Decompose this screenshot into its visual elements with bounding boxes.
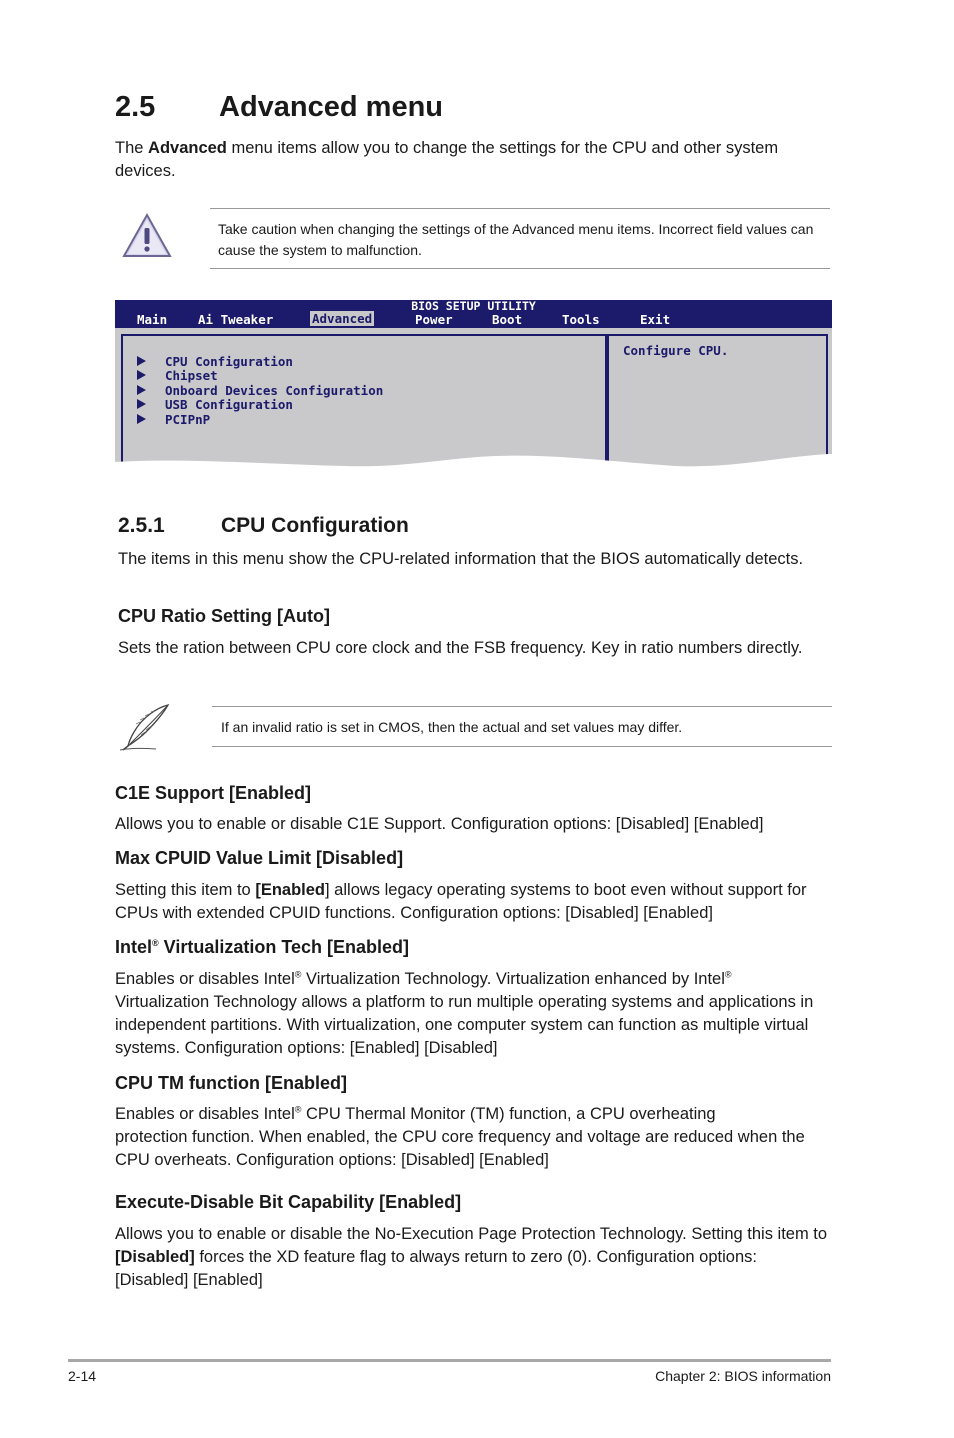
- tm-text-1: Enables or disables Intel: [115, 1105, 295, 1123]
- registered-mark: ®: [294, 1104, 302, 1115]
- intro-text-pre: The: [115, 139, 149, 157]
- bios-menu-exit[interactable]: Exit: [640, 312, 671, 327]
- bios-help-text: Configure CPU.: [623, 343, 729, 358]
- xd-text-pre: Allows you to enable or disable the No-Execution Page Protection Technology. Setting this item to: [115, 1225, 828, 1243]
- registered-mark: ®: [724, 969, 732, 980]
- xd-bold: [Disabled]: [115, 1248, 195, 1266]
- feather-pen-icon: [116, 702, 172, 757]
- tm-text: [115, 1103, 830, 1172]
- page-number: 2-14: [68, 1368, 97, 1384]
- vt-heading: [115, 937, 409, 958]
- bios-item-usb-configuration[interactable]: USB Configuration: [165, 397, 293, 412]
- submenu-arrow-icon: [137, 356, 146, 366]
- cpuid-bold: [Enabled: [255, 881, 326, 899]
- submenu-arrow-icon: [137, 414, 146, 424]
- c1e-text: Allows you to enable or disable C1E Support. Configuration options: [Disabled] [Enabled]: [115, 815, 764, 833]
- note-rule-top: [212, 706, 832, 707]
- submenu-arrow-icon: [137, 385, 146, 395]
- bios-item-pcipnp[interactable]: PCIPnP: [165, 412, 211, 427]
- intro-bold: Advanced: [148, 139, 227, 157]
- xd-text: [115, 1223, 830, 1292]
- cpuid-text: [115, 879, 830, 925]
- tm-text-3: protection function. When enabled, the CPU core frequency and voltage are reduced when the CPU overheats. Configuration options: [Disabled] [Enabled]: [115, 1128, 805, 1169]
- chapter-label: Chapter 2: BIOS information: [655, 1368, 831, 1384]
- bios-item-onboard-devices[interactable]: Onboard Devices Configuration: [165, 383, 384, 398]
- section-heading: [115, 91, 443, 124]
- bios-menu-bar: [115, 300, 832, 328]
- vt-heading-post: Virtualization Tech [Enabled]: [158, 937, 410, 957]
- submenu-arrow-icon: [137, 399, 146, 409]
- bios-menu-boot[interactable]: Boot: [492, 312, 523, 327]
- subsection-heading: [118, 514, 409, 538]
- bios-menu-ai-tweaker[interactable]: Ai Tweaker: [198, 312, 274, 327]
- footer-rule: [68, 1359, 831, 1362]
- vt-heading-pre: Intel: [115, 937, 153, 957]
- cpuid-heading: Max CPUID Value Limit [Disabled]: [115, 848, 404, 868]
- vt-text-1: Enables or disables Intel: [115, 970, 295, 988]
- caution-rule-bottom: [210, 268, 830, 269]
- bios-menu-power[interactable]: Power: [415, 312, 453, 327]
- bios-item-cpu-configuration[interactable]: CPU Configuration: [165, 354, 293, 369]
- cpu-ratio-heading: CPU Ratio Setting [Auto]: [118, 606, 330, 626]
- registered-mark: ®: [294, 969, 302, 980]
- xd-text-post: forces the XD feature flag to always return to zero (0). Configuration options: [Disabled] [Enabled]: [115, 1248, 757, 1289]
- section-number: 2.5: [115, 91, 156, 123]
- xd-heading: Execute-Disable Bit Capability [Enabled]: [115, 1192, 462, 1212]
- caution-rule-top: [210, 208, 830, 209]
- intro-paragraph: [115, 137, 825, 183]
- bios-screenshot: [115, 300, 832, 484]
- bios-title: BIOS SETUP UTILITY: [411, 300, 536, 313]
- cpu-ratio-text: Sets the ration between CPU core clock and the FSB frequency. Key in ratio numbers directly.: [118, 639, 803, 657]
- section-title: Advanced menu: [219, 91, 443, 123]
- c1e-heading: C1E Support [Enabled]: [115, 783, 312, 803]
- vt-text-3: Virtualization Technology allows a platform to run multiple operating systems and applications in independent partitions. With virtualization, one computer system can function as multiple virtual systems. Configuration options: [Enabled] [Disabled]: [115, 993, 814, 1057]
- bios-menu-main[interactable]: Main: [137, 312, 168, 327]
- subsection-title: CPU Configuration: [221, 514, 409, 537]
- cpuid-text-post: ] allows legacy operating systems to boot even without support for CPUs with extended CPUID functions. Configuration options: [Disabled] [Enabled]: [115, 881, 807, 922]
- vt-text: [115, 968, 833, 1060]
- vt-text-2: Virtualization Technology. Virtualization enhanced by Intel: [301, 970, 725, 988]
- intro-text-post: menu items allow you to change the settings for the CPU and other system devices.: [115, 139, 779, 180]
- tm-heading: CPU TM function [Enabled]: [115, 1073, 347, 1093]
- bios-menu-advanced[interactable]: Advanced: [312, 311, 373, 326]
- subsection-intro: The items in this menu show the CPU-related information that the BIOS automatically detects.: [118, 550, 804, 568]
- submenu-arrow-icon: [137, 370, 146, 380]
- registered-mark: ®: [152, 938, 159, 948]
- warning-triangle-icon: [122, 212, 172, 263]
- torn-edge: [115, 450, 832, 484]
- caution-text: Take caution when changing the settings of the Advanced menu items. Incorrect field values can cause the system to malfunction.: [218, 221, 814, 258]
- tm-text-2: CPU Thermal Monitor (TM) function, a CPU overheating: [301, 1105, 716, 1123]
- note-rule-bottom: [212, 746, 832, 747]
- subsection-number: 2.5.1: [118, 514, 165, 537]
- bios-menu-tools[interactable]: Tools: [562, 312, 600, 327]
- note-text: If an invalid ratio is set in CMOS, then the actual and set values may differ.: [221, 719, 683, 735]
- cpuid-text-pre: Setting this item to: [115, 881, 256, 899]
- bios-item-chipset[interactable]: Chipset: [165, 368, 218, 383]
